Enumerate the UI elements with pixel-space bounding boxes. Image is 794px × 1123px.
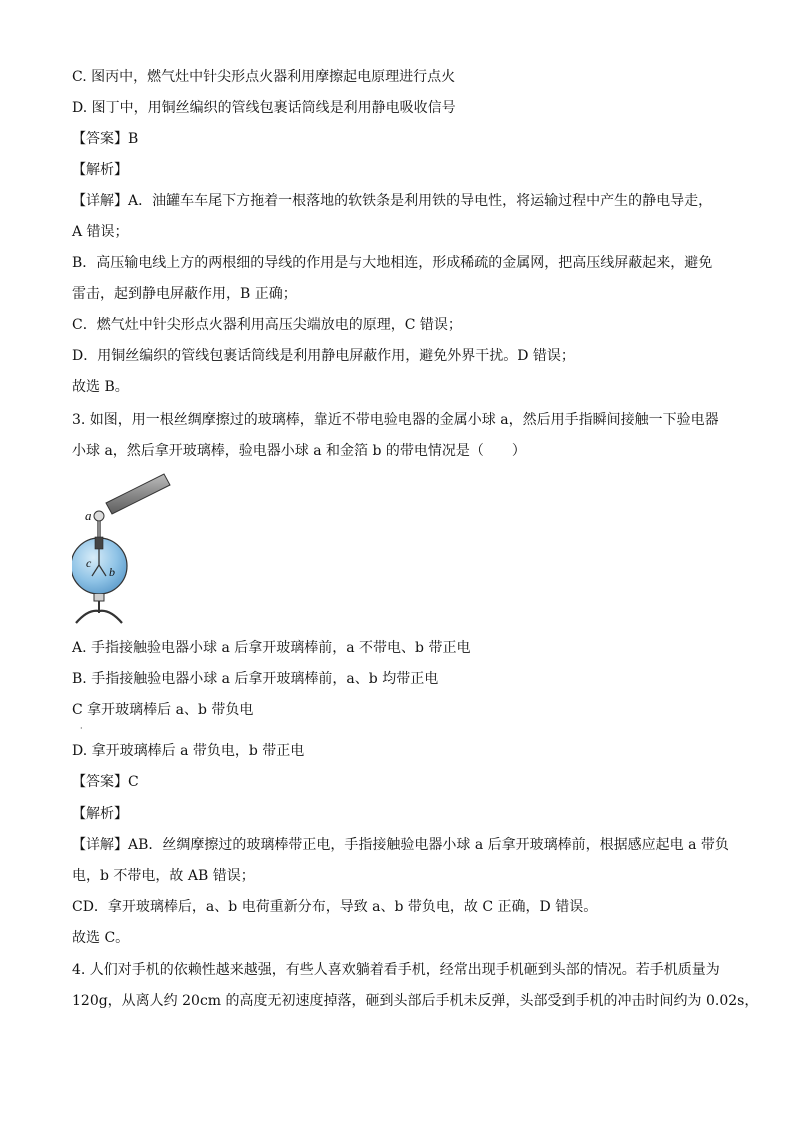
detail-q3-ab-cont: 电，b 不带电，故 AB 错误；	[72, 868, 255, 884]
question-4-stem-cont: 120g，从离人约 20cm 的高度无初速度掉落，砸到头部后手机未反弹，头部受到手机的冲击时间约为 0.02s，	[72, 993, 759, 1009]
conclusion-q3: 故选 C。	[72, 930, 130, 946]
electroscope-figure	[72, 470, 182, 630]
detail-q2-a: 【详解】A．油罐车车尾下方拖着一根落地的软铁条是利用铁的导电性，将运输过程中产生的静电导走，	[72, 193, 713, 209]
metal-stem	[98, 521, 101, 539]
question-4-stem: 4. 人们对手机的依赖性越来越强，有些人喜欢躺着看手机，经常出现手机砸到头部的情况。若手机质量为	[72, 962, 720, 978]
option-b: B. 手指接触验电器小球 a 后拿开玻璃棒前，a、b 均带正电	[72, 671, 439, 687]
analysis-heading-q2: 【解析】	[72, 162, 128, 178]
detail-q2-b-cont: 雷击，起到静电屏蔽作用，B 正确；	[72, 286, 297, 302]
detail-q2-b: B．高压输电线上方的两根细的导线的作用是与大地相连，形成稀疏的金属网，把高压线屏蔽起来，避免	[72, 255, 713, 271]
option-a: A. 手指接触验电器小球 a 后拿开玻璃棒前，a 不带电、b 带正电	[72, 640, 471, 656]
detail-q2-d: D．用铜丝编织的管线包裹话筒线是利用静电屏蔽作用，避免外界干扰。D 错误；	[72, 348, 575, 364]
electroscope-diagram	[72, 470, 182, 630]
analysis-heading-q3: 【解析】	[72, 806, 128, 822]
option-d-prev: D. 图丁中，用铜丝编织的管线包裹话筒线是利用静电吸收信号	[72, 100, 456, 116]
metal-ball-a	[94, 511, 104, 521]
detail-q2-c: C．燃气灶中针尖形点火器利用高压尖端放电的原理，C 错误；	[72, 317, 462, 333]
question-3-stem-cont: 小球 a，然后拿开玻璃棒，验电器小球 a 和金箔 b 的带电情况是（ ）	[72, 443, 526, 459]
label-c: c	[86, 556, 92, 570]
detail-q3-cd: CD．拿开玻璃棒后，a、b 电荷重新分布，导致 a、b 带负电，故 C 正确，D 错误。	[72, 899, 598, 915]
stopper	[95, 537, 103, 549]
glass-rod	[106, 474, 170, 514]
stand-neck	[94, 594, 104, 601]
label-a: a	[85, 508, 92, 523]
detail-q2-a-cont: A 错误；	[72, 224, 129, 240]
answer-q2: 【答案】B	[72, 131, 139, 147]
option-c: C 拿开玻璃棒后 a、b 带负电	[72, 702, 254, 718]
answer-q3: 【答案】C	[72, 774, 139, 790]
label-b: b	[109, 565, 115, 579]
option-d: D. 拿开玻璃棒后 a 带负电，b 带正电	[72, 743, 305, 759]
conclusion-q2: 故选 B。	[72, 379, 129, 395]
question-3-stem: 3. 如图，用一根丝绸摩擦过的玻璃棒，靠近不带电验电器的金属小球 a，然后用手指瞬间接触一下验电器	[72, 412, 719, 428]
detail-q3-ab: 【详解】AB．丝绸摩擦过的玻璃棒带正电，手指接触验电器小球 a 后拿开玻璃棒前，根据感应起电 a 带负	[72, 837, 729, 853]
stray-mark: ·	[80, 724, 83, 733]
option-c-prev: C. 图丙中，燃气灶中针尖形点火器利用摩擦起电原理进行点火	[72, 69, 456, 85]
